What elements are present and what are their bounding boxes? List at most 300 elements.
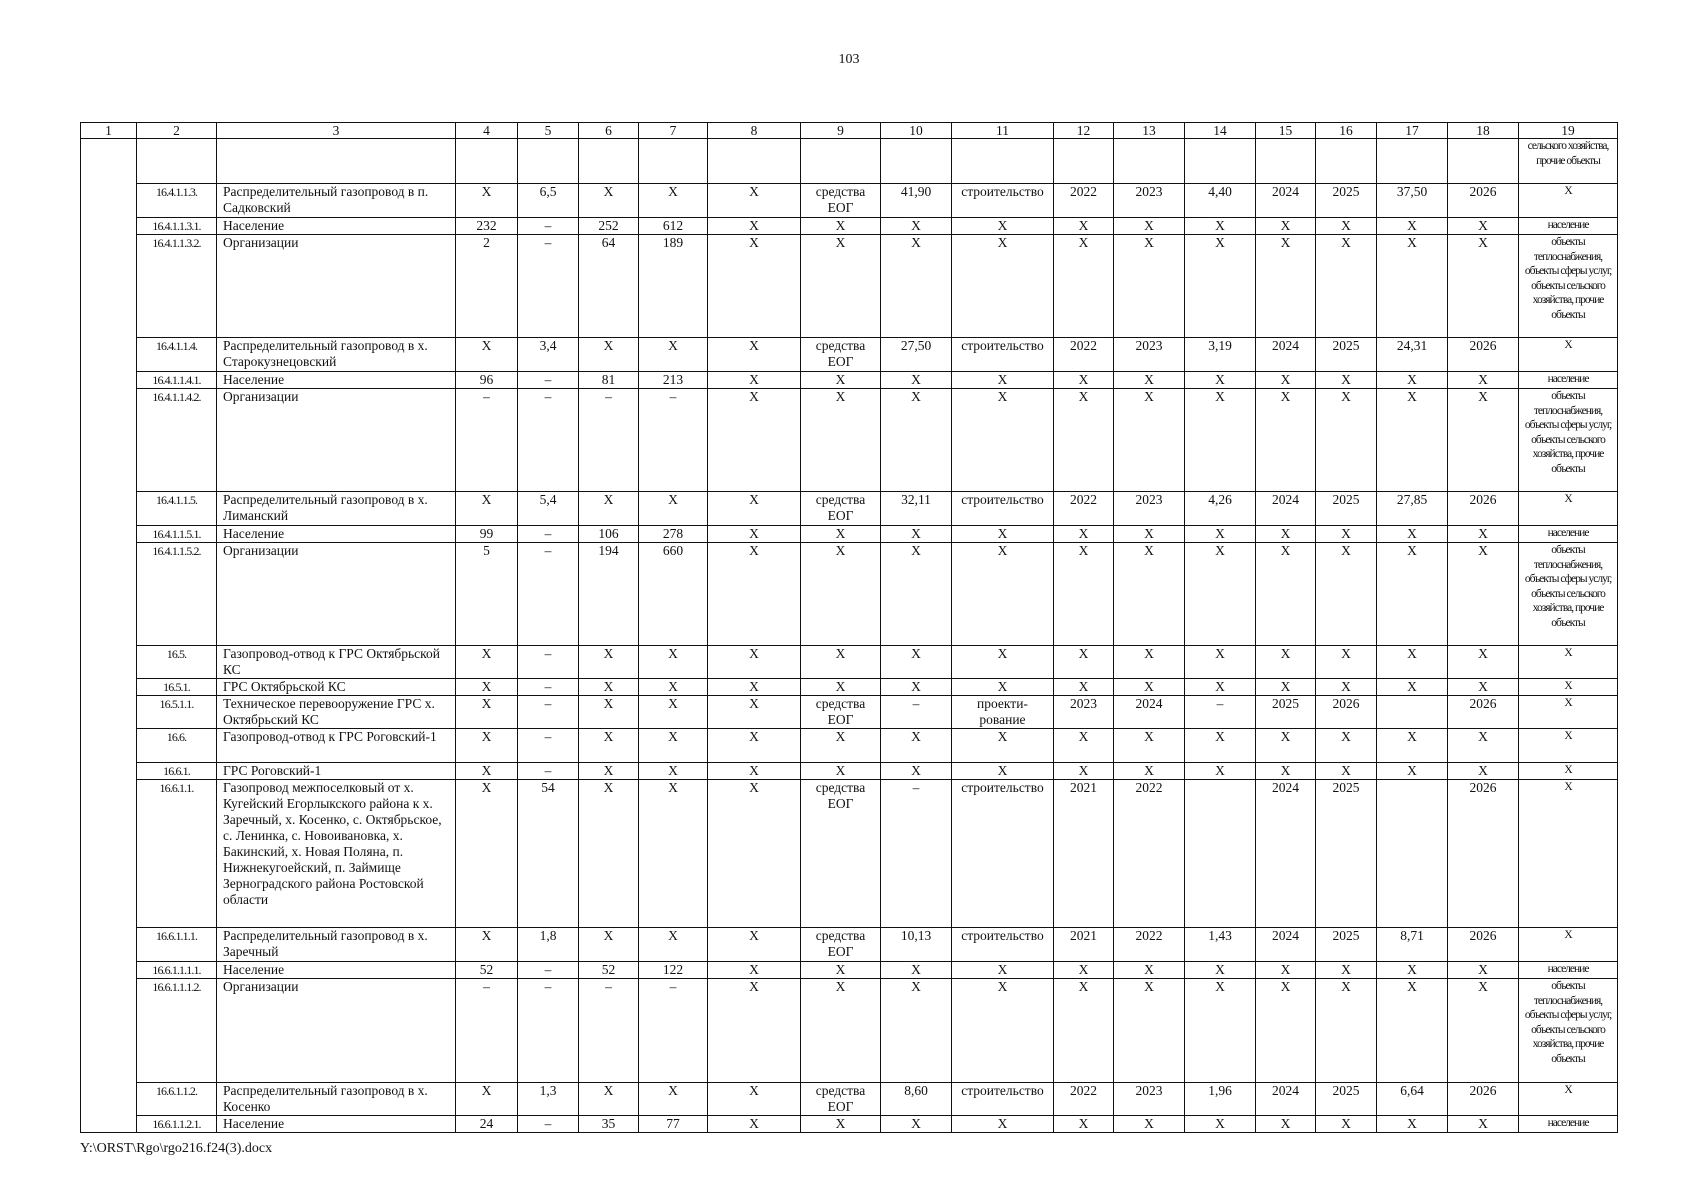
cell-col-9: средства ЕОГ: [801, 492, 881, 526]
table-row: [81, 962, 1618, 979]
cell-col-16: 2025: [1316, 184, 1377, 218]
column-number-13: 13: [1114, 123, 1185, 139]
cell-col-17: 6,64: [1377, 1083, 1448, 1116]
cell-col-13: X: [1114, 218, 1185, 235]
cell-col-5: [518, 139, 579, 184]
cell-col-10: X: [881, 763, 952, 780]
cell-col-10: X: [881, 1116, 952, 1133]
cell-col-15: X: [1256, 526, 1316, 543]
cell-col-15: X: [1256, 763, 1316, 780]
cell-col-5: –: [518, 763, 579, 780]
cell-col-10: 32,11: [881, 492, 952, 526]
column-number-10: 10: [881, 123, 952, 139]
cell-col-7: 278: [639, 526, 708, 543]
column-number-11: 11: [952, 123, 1054, 139]
cell-col-4: –: [456, 979, 518, 1083]
cell-col-7: 612: [639, 218, 708, 235]
cell-col-12: X: [1054, 646, 1114, 679]
cell-col-19: население: [1519, 218, 1618, 235]
cell-col-18: X: [1448, 526, 1519, 543]
cell-col-11: X: [952, 1116, 1054, 1133]
row-name-cell: Население: [217, 526, 456, 543]
cell-col-13: X: [1114, 389, 1185, 492]
cell-col-19: X: [1519, 184, 1618, 218]
cell-col-7: 189: [639, 235, 708, 338]
cell-col-14: X: [1185, 543, 1256, 646]
cell-col-17: X: [1377, 1116, 1448, 1133]
table-row: [81, 928, 1618, 962]
cell-col-18: 2026: [1448, 696, 1519, 729]
cell-col-17: X: [1377, 372, 1448, 389]
row-name-cell: ГРС Роговский-1: [217, 763, 456, 780]
cell-col-12: 2021: [1054, 780, 1114, 928]
cell-col-10: X: [881, 235, 952, 338]
cell-col-12: X: [1054, 218, 1114, 235]
column-number-4: 4: [456, 123, 518, 139]
cell-col-8: X: [708, 679, 801, 696]
cell-col-4: 24: [456, 1116, 518, 1133]
cell-col-9: X: [801, 646, 881, 679]
cell-col-9: средства ЕОГ: [801, 696, 881, 729]
cell-col-4: X: [456, 763, 518, 780]
table-row: [81, 696, 1618, 729]
cell-col-15: 2024: [1256, 780, 1316, 928]
row-name-cell: Газопровод-отвод к ГРС Роговский-1: [217, 729, 456, 763]
cell-col-19: X: [1519, 646, 1618, 679]
cell-col-14: X: [1185, 646, 1256, 679]
cell-col-16: X: [1316, 962, 1377, 979]
cell-col-9: X: [801, 372, 881, 389]
cell-col-5: 3,4: [518, 338, 579, 372]
cell-col-7: X: [639, 729, 708, 763]
cell-col-8: X: [708, 184, 801, 218]
cell-col-7: [639, 139, 708, 184]
column-number-16: 16: [1316, 123, 1377, 139]
cell-col-15: 2024: [1256, 492, 1316, 526]
row-name-cell: Газопровод-отвод к ГРС Октябрьской КС: [217, 646, 456, 679]
footer-file-path: Y:\ORST\Rgo\rgo216.f24(3).docx: [80, 1141, 273, 1156]
cell-col-16: X: [1316, 729, 1377, 763]
table-row: [81, 763, 1618, 780]
row-number-cell: 16.4.1.1.4.1.: [137, 372, 217, 389]
cell-col-10: X: [881, 543, 952, 646]
cell-col-4: X: [456, 679, 518, 696]
row-name-cell: ГРС Октябрьской КС: [217, 679, 456, 696]
cell-col-15: 2024: [1256, 1083, 1316, 1116]
cell-col-17: [1377, 139, 1448, 184]
cell-col-11: X: [952, 763, 1054, 780]
cell-col-13: 2023: [1114, 492, 1185, 526]
row-name-cell: Население: [217, 1116, 456, 1133]
cell-col-9: X: [801, 1116, 881, 1133]
cell-col-16: X: [1316, 1116, 1377, 1133]
cell-col-9: [801, 139, 881, 184]
cell-col-6: 252: [579, 218, 639, 235]
cell-col-6: X: [579, 679, 639, 696]
cell-col-8: X: [708, 218, 801, 235]
cell-col-6: X: [579, 729, 639, 763]
cell-col-18: 2026: [1448, 184, 1519, 218]
cell-col-16: X: [1316, 543, 1377, 646]
cell-col-4: 5: [456, 543, 518, 646]
cell-col-14: 4,26: [1185, 492, 1256, 526]
cell-col-12: X: [1054, 979, 1114, 1083]
table-row: [81, 543, 1618, 646]
cell-col-6: X: [579, 780, 639, 928]
row-name-cell: Организации: [217, 389, 456, 492]
cell-col-7: X: [639, 184, 708, 218]
cell-col-19: X: [1519, 780, 1618, 928]
cell-col-11: строительство: [952, 928, 1054, 962]
column-number-18: 18: [1448, 123, 1519, 139]
cell-col-13: X: [1114, 526, 1185, 543]
table-row: [81, 372, 1618, 389]
cell-col-6: X: [579, 696, 639, 729]
cell-col-5: –: [518, 1116, 579, 1133]
cell-col-8: X: [708, 492, 801, 526]
cell-col-14: 1,96: [1185, 1083, 1256, 1116]
cell-col-8: X: [708, 526, 801, 543]
row-number-cell: 16.6.1.1.2.: [137, 1083, 217, 1116]
cell-col-7: X: [639, 1083, 708, 1116]
row-number-cell: 16.6.1.1.1.1.: [137, 962, 217, 979]
cell-col-14: X: [1185, 389, 1256, 492]
cell-col-19: население: [1519, 962, 1618, 979]
cell-col-6: 81: [579, 372, 639, 389]
cell-col-15: X: [1256, 679, 1316, 696]
cell-col-10: 10,13: [881, 928, 952, 962]
cell-col-15: X: [1256, 372, 1316, 389]
cell-col-4: X: [456, 696, 518, 729]
row-name-cell: Население: [217, 218, 456, 235]
cell-col-10: X: [881, 979, 952, 1083]
cell-col-8: X: [708, 780, 801, 928]
cell-col-4: X: [456, 729, 518, 763]
cell-col-13: X: [1114, 235, 1185, 338]
table-row: [81, 526, 1618, 543]
column-number-8: 8: [708, 123, 801, 139]
cell-col-16: [1316, 139, 1377, 184]
cell-col-12: 2022: [1054, 1083, 1114, 1116]
row-name-cell: [217, 139, 456, 184]
cell-col-9: X: [801, 235, 881, 338]
row-name-cell: Распределительный газопровод в п. Садковский: [217, 184, 456, 218]
cell-col-4: 96: [456, 372, 518, 389]
data-table: [80, 122, 1618, 1133]
cell-col-19: объекты теплоснабжения, объекты сферы услуг, объекты сельского хозяйства, прочие объекты: [1519, 389, 1618, 492]
cell-col-11: X: [952, 372, 1054, 389]
row-name-cell: Организации: [217, 979, 456, 1083]
cell-col-7: 77: [639, 1116, 708, 1133]
cell-col-12: X: [1054, 763, 1114, 780]
cell-col-10: [881, 139, 952, 184]
table-row: [81, 389, 1618, 492]
cell-col-8: X: [708, 543, 801, 646]
cell-col-6: X: [579, 492, 639, 526]
cell-col-8: X: [708, 696, 801, 729]
cell-col-14: –: [1185, 696, 1256, 729]
cell-col-15: X: [1256, 543, 1316, 646]
cell-col-19: объекты теплоснабжения, объекты сферы услуг, объекты сельского хозяйства, прочие объекты: [1519, 235, 1618, 338]
cell-col-9: X: [801, 962, 881, 979]
table-row: [81, 979, 1618, 1083]
cell-col-5: –: [518, 962, 579, 979]
header-row: [81, 123, 1618, 139]
cell-col-7: X: [639, 780, 708, 928]
cell-col-17: X: [1377, 679, 1448, 696]
row-number-cell: 16.4.1.1.5.1.: [137, 526, 217, 543]
row-name-cell: Распределительный газопровод в х. Лиманский: [217, 492, 456, 526]
cell-col-12: 2021: [1054, 928, 1114, 962]
cell-col-9: средства ЕОГ: [801, 338, 881, 372]
cell-col-16: X: [1316, 979, 1377, 1083]
cell-col-5: 54: [518, 780, 579, 928]
table-row: [81, 139, 1618, 184]
cell-col-11: X: [952, 543, 1054, 646]
cell-col-13: X: [1114, 543, 1185, 646]
cell-col-17: 8,71: [1377, 928, 1448, 962]
cell-col-5: –: [518, 372, 579, 389]
cell-col-14: 4,40: [1185, 184, 1256, 218]
cell-col-9: X: [801, 543, 881, 646]
cell-col-16: 2025: [1316, 492, 1377, 526]
cell-col-6: 194: [579, 543, 639, 646]
cell-col-12: X: [1054, 962, 1114, 979]
table-row: [81, 729, 1618, 763]
row-name-cell: Население: [217, 962, 456, 979]
cell-col-9: средства ЕОГ: [801, 780, 881, 928]
cell-col-11: проекти-рование: [952, 696, 1054, 729]
cell-col-13: X: [1114, 763, 1185, 780]
cell-col-12: 2022: [1054, 184, 1114, 218]
row-number-cell: [137, 139, 217, 184]
cell-col-19: X: [1519, 679, 1618, 696]
row-number-cell: 16.6.1.1.2.1.: [137, 1116, 217, 1133]
cell-col-15: X: [1256, 646, 1316, 679]
table-row: [81, 646, 1618, 679]
cell-col-7: –: [639, 979, 708, 1083]
cell-col-14: X: [1185, 526, 1256, 543]
cell-col-15: [1256, 139, 1316, 184]
cell-col-19: X: [1519, 492, 1618, 526]
column-number-5: 5: [518, 123, 579, 139]
cell-col-10: –: [881, 780, 952, 928]
cell-col-13: X: [1114, 646, 1185, 679]
table-row: [81, 679, 1618, 696]
cell-col-17: X: [1377, 543, 1448, 646]
cell-col-9: X: [801, 526, 881, 543]
cell-col-18: X: [1448, 962, 1519, 979]
cell-col-6: 106: [579, 526, 639, 543]
cell-col-8: X: [708, 1116, 801, 1133]
cell-col-19: объекты теплоснабжения, объекты сферы услуг, объекты сельского хозяйства, прочие объекты: [1519, 543, 1618, 646]
table-row: [81, 184, 1618, 218]
cell-col-16: X: [1316, 389, 1377, 492]
cell-col-15: 2025: [1256, 696, 1316, 729]
column-number-1: 1: [81, 123, 137, 139]
cell-col-6: 52: [579, 962, 639, 979]
cell-col-16: X: [1316, 372, 1377, 389]
cell-col-9: X: [801, 763, 881, 780]
cell-col-12: X: [1054, 389, 1114, 492]
cell-col-15: X: [1256, 729, 1316, 763]
table-row: [81, 218, 1618, 235]
page-number: 103: [838, 52, 860, 67]
cell-col-16: 2025: [1316, 1083, 1377, 1116]
cell-col-4: 52: [456, 962, 518, 979]
row-number-cell: 16.4.1.1.4.: [137, 338, 217, 372]
column-number-3: 3: [217, 123, 456, 139]
table-row: [81, 338, 1618, 372]
cell-col-11: [952, 139, 1054, 184]
cell-col-15: 2024: [1256, 338, 1316, 372]
table-row: [81, 492, 1618, 526]
cell-col-12: 2022: [1054, 338, 1114, 372]
cell-col-11: строительство: [952, 1083, 1054, 1116]
cell-col-16: X: [1316, 763, 1377, 780]
cell-col-18: X: [1448, 543, 1519, 646]
cell-col-10: X: [881, 962, 952, 979]
cell-col-19: X: [1519, 763, 1618, 780]
cell-col-10: –: [881, 696, 952, 729]
cell-col-15: X: [1256, 235, 1316, 338]
cell-col-14: X: [1185, 1116, 1256, 1133]
cell-col-8: X: [708, 1083, 801, 1116]
cell-col-8: X: [708, 962, 801, 979]
cell-col-5: 1,8: [518, 928, 579, 962]
cell-col-8: X: [708, 646, 801, 679]
cell-col-13: [1114, 139, 1185, 184]
cell-col-19: население: [1519, 526, 1618, 543]
cell-col-13: 2023: [1114, 338, 1185, 372]
column-number-6: 6: [579, 123, 639, 139]
row-number-cell: 16.6.1.1.1.: [137, 928, 217, 962]
table-row: [81, 780, 1618, 928]
row-name-cell: Распределительный газопровод в х. Косенко: [217, 1083, 456, 1116]
row-number-cell: 16.4.1.1.3.: [137, 184, 217, 218]
cell-col-9: средства ЕОГ: [801, 928, 881, 962]
table-body: [81, 123, 1618, 1133]
cell-col-8: [708, 139, 801, 184]
cell-col-6: X: [579, 646, 639, 679]
cell-col-8: X: [708, 729, 801, 763]
cell-col-5: 1,3: [518, 1083, 579, 1116]
row-number-cell: 16.6.1.1.: [137, 780, 217, 928]
cell-col-14: X: [1185, 235, 1256, 338]
cell-col-12: X: [1054, 679, 1114, 696]
cell-col-12: 2023: [1054, 696, 1114, 729]
cell-col-7: –: [639, 389, 708, 492]
cell-col-16: X: [1316, 235, 1377, 338]
cell-col-14: X: [1185, 979, 1256, 1083]
cell-col-8: X: [708, 928, 801, 962]
table-row: [81, 235, 1618, 338]
cell-col-18: 2026: [1448, 338, 1519, 372]
cell-col-18: X: [1448, 1116, 1519, 1133]
cell-col-10: X: [881, 679, 952, 696]
cell-col-18: 2026: [1448, 780, 1519, 928]
cell-col-16: X: [1316, 526, 1377, 543]
cell-col-7: 122: [639, 962, 708, 979]
cell-col-15: X: [1256, 979, 1316, 1083]
cell-col-17: [1377, 780, 1448, 928]
cell-col-18: 2026: [1448, 492, 1519, 526]
cell-col-7: X: [639, 338, 708, 372]
cell-col-19: объекты теплоснабжения, объекты сферы услуг, объекты сельского хозяйства, прочие объекты: [1519, 979, 1618, 1083]
cell-col-4: X: [456, 338, 518, 372]
cell-col-15: X: [1256, 1116, 1316, 1133]
cell-col-18: 2026: [1448, 1083, 1519, 1116]
cell-col-10: 41,90: [881, 184, 952, 218]
cell-col-19: X: [1519, 729, 1618, 763]
cell-col-7: 660: [639, 543, 708, 646]
cell-col-12: X: [1054, 729, 1114, 763]
row-number-cell: 16.4.1.1.3.1.: [137, 218, 217, 235]
cell-col-18: X: [1448, 679, 1519, 696]
cell-col-8: X: [708, 979, 801, 1083]
table-row: [81, 1083, 1618, 1116]
cell-col-10: X: [881, 218, 952, 235]
cell-col-5: 6,5: [518, 184, 579, 218]
cell-col-9: средства ЕОГ: [801, 184, 881, 218]
cell-col-14: X: [1185, 729, 1256, 763]
cell-col-14: X: [1185, 372, 1256, 389]
cell-col-5: –: [518, 679, 579, 696]
column-number-15: 15: [1256, 123, 1316, 139]
cell-col-9: X: [801, 729, 881, 763]
cell-col-19: население: [1519, 1116, 1618, 1133]
row-name-cell: Газопровод межпоселковый от х. Кугейский Егорлыкского района к х. Заречный, х. Косенко, с. Октябрьское, с. Ленинка, с. Новоивановка, х. Бакинский, х. Новая Поляна, п. Нижнекугоейский, п. Займище Зерноградского района Ростовской области: [217, 780, 456, 928]
cell-col-8: X: [708, 389, 801, 492]
cell-col-13: 2022: [1114, 780, 1185, 928]
cell-col-11: строительство: [952, 184, 1054, 218]
cell-col-18: [1448, 139, 1519, 184]
cell-col-5: –: [518, 526, 579, 543]
cell-col-10: X: [881, 389, 952, 492]
row-number-cell: 16.5.: [137, 646, 217, 679]
cell-col-19: сельского хозяйства, прочие объекты: [1519, 139, 1618, 184]
cell-col-11: строительство: [952, 780, 1054, 928]
cell-col-15: X: [1256, 218, 1316, 235]
row-number-cell: 16.4.1.1.4.2.: [137, 389, 217, 492]
cell-col-13: 2024: [1114, 696, 1185, 729]
row-number-cell: 16.5.1.: [137, 679, 217, 696]
row-number-cell: 16.6.1.1.1.2.: [137, 979, 217, 1083]
cell-col-12: X: [1054, 1116, 1114, 1133]
cell-col-17: X: [1377, 646, 1448, 679]
cell-col-14: 3,19: [1185, 338, 1256, 372]
column-number-9: 9: [801, 123, 881, 139]
cell-col-6: 64: [579, 235, 639, 338]
cell-col-11: X: [952, 389, 1054, 492]
cell-col-17: X: [1377, 979, 1448, 1083]
cell-col-17: 24,31: [1377, 338, 1448, 372]
cell-col-17: X: [1377, 389, 1448, 492]
cell-col-19: X: [1519, 1083, 1618, 1116]
cell-col-11: X: [952, 235, 1054, 338]
cell-col-17: X: [1377, 526, 1448, 543]
row-number-cell: 16.4.1.1.5.: [137, 492, 217, 526]
cell-col-6: X: [579, 928, 639, 962]
cell-col-4: X: [456, 1083, 518, 1116]
row-number-cell: 16.4.1.1.3.2.: [137, 235, 217, 338]
cell-col-11: X: [952, 979, 1054, 1083]
cell-col-16: 2025: [1316, 928, 1377, 962]
cell-col-11: X: [952, 218, 1054, 235]
cell-col-9: X: [801, 389, 881, 492]
cell-col-18: X: [1448, 729, 1519, 763]
row-name-cell: Население: [217, 372, 456, 389]
